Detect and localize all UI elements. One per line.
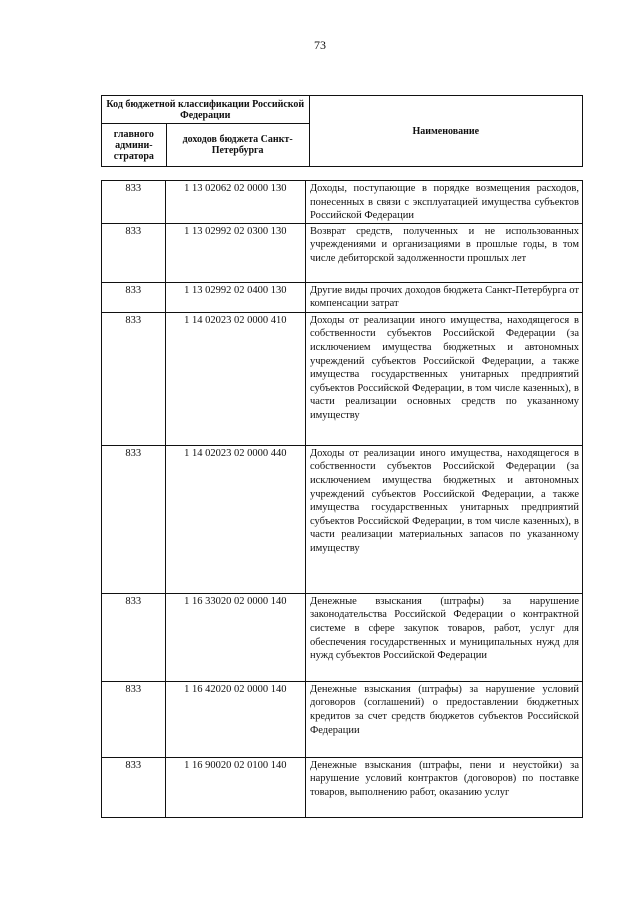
- table-row: [102, 757, 583, 817]
- page-number: 73: [314, 38, 326, 52]
- income-code-cell: 1 16 42020 02 0000 140: [165, 681, 305, 757]
- admin-code-cell: 833: [102, 282, 166, 312]
- income-name-cell: Денежные взыскания (штрафы, пени и неустойки) за нарушение условий контрактов (договоров) по поставке товаров, выполнению работ, оказанию услуг: [305, 757, 582, 817]
- admin-code-cell: 833: [102, 681, 166, 757]
- table-row: [102, 181, 583, 224]
- header-budget-classification: Код бюджетной классификации Российской Федерации: [102, 96, 310, 124]
- income-code-cell: 1 16 90020 02 0100 140: [165, 757, 305, 817]
- table-row: [102, 282, 583, 312]
- admin-code-cell: 833: [102, 757, 166, 817]
- budget-codes-table: [101, 180, 583, 818]
- income-name-cell: Денежные взыскания (штрафы) за нарушение условий договоров (соглашений) о предоставлении бюджетных кредитов за счет средств бюджетов субъектов Российской Федерации: [305, 681, 582, 757]
- admin-code-cell: 833: [102, 593, 166, 681]
- table-header: [101, 95, 583, 167]
- header-name-column: Наименование: [309, 96, 582, 167]
- income-name-cell: Денежные взыскания (штрафы) за нарушение законодательства Российской Федерации о контрактной системе в сфере закупок товаров, работ, услуг для обеспечения государственных и муниципальных нужд для нужд субъектов Российской Федерации: [305, 593, 582, 681]
- income-code-cell: 1 13 02062 02 0000 130: [165, 181, 305, 224]
- income-code-cell: 1 14 02023 02 0000 410: [165, 312, 305, 445]
- table-row: [102, 681, 583, 757]
- income-name-cell: Доходы, поступающие в порядке возмещения расходов, понесенных в связи с эксплуатацией имущества субъектов Российской Федерации: [305, 181, 582, 224]
- header-code-column: доходов бюджета Санкт-Петербурга: [166, 124, 309, 167]
- income-name-cell: Доходы от реализации иного имущества, находящегося в собственности субъектов Российской Федерации (за исключением имущества бюджетных и автономных учреждений субъектов Российской Федерации, а также имущества государственных унитарных предприятий субъектов Российской Федерации, в том числе казенных), в части реализации основных средств по указанному имуществу: [305, 312, 582, 445]
- admin-code-cell: 833: [102, 223, 166, 282]
- table-row: [102, 593, 583, 681]
- table-row: [102, 445, 583, 593]
- income-code-cell: 1 14 02023 02 0000 440: [165, 445, 305, 593]
- income-name-cell: Доходы от реализации иного имущества, находящегося в собственности субъектов Российской Федерации (за исключением имущества бюджетных и автономных учреждений субъектов Российской Федерации, а также имущества государственных унитарных предприятий субъектов Российской Федерации, в том числе казенных), в части реализации материальных запасов по указанному имуществу: [305, 445, 582, 593]
- table-body: [102, 181, 583, 818]
- table-row: [102, 312, 583, 445]
- admin-code-cell: 833: [102, 181, 166, 224]
- admin-code-cell: 833: [102, 445, 166, 593]
- admin-code-cell: 833: [102, 312, 166, 445]
- income-code-cell: 1 13 02992 02 0300 130: [165, 223, 305, 282]
- income-name-cell: Возврат средств, полученных и не использованных учреждениями и организациями в прошлые годы, в том числе дебиторской задолженности прошлых лет: [305, 223, 582, 282]
- income-code-cell: 1 13 02992 02 0400 130: [165, 282, 305, 312]
- table-row: [102, 223, 583, 282]
- header-admin-column: главного админи-стратора: [102, 124, 167, 167]
- income-name-cell: Другие виды прочих доходов бюджета Санкт-Петербурга от компенсации затрат: [305, 282, 582, 312]
- income-code-cell: 1 16 33020 02 0000 140: [165, 593, 305, 681]
